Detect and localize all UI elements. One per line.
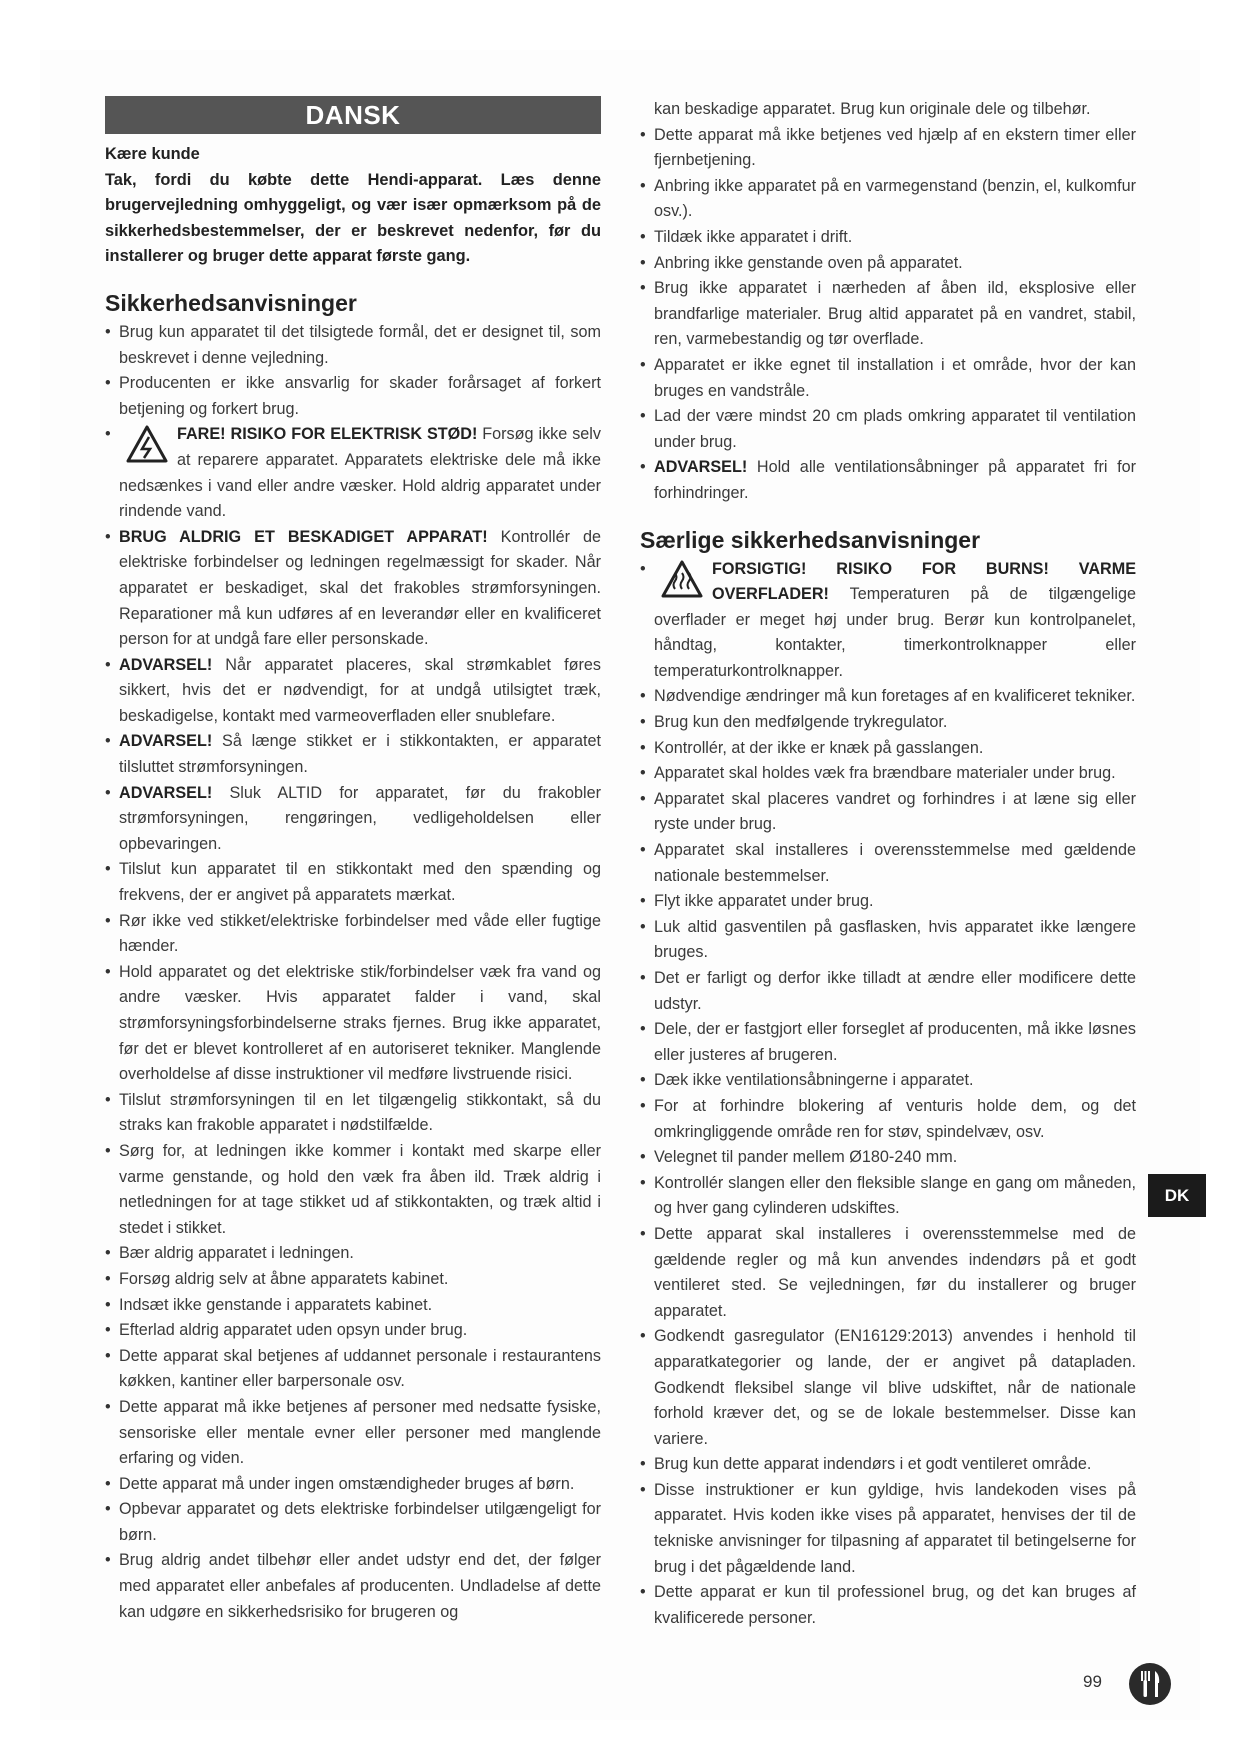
list-item: • Tildæk ikke apparatet i drift.	[640, 225, 1136, 251]
list-item: • Apparatet skal placeres vandret og forhindres i at læne sig eller ryste under brug.	[640, 787, 1136, 838]
list-item: • Brug ikke apparatet i nærheden af åben ild, eksplosive eller brandfarlige materialer. Brug altid apparatet på en vandret, stabil, ren, varmebestandig og tør overflade.	[640, 276, 1136, 353]
list-item: • Forsøg aldrig selv at åbne apparatets kabinet.	[105, 1267, 601, 1293]
list-item: • Disse instruktioner er kun gyldige, hvis landekoden vises på apparatet. Hvis koden ikke vises på apparatet, henvises der til de tekniske anvisninger for tilpasning af apparatet til betingelserne for brug i det pågældende land.	[640, 1478, 1136, 1580]
list-item: • Producenten er ikke ansvarlig for skader forårsaget af forkert betjening og forkert brug.	[105, 371, 601, 422]
caution-label: FORSIGTIG! RISIKO FOR BURNS! VARME OVERFLADER!	[712, 559, 1136, 604]
special-list	[640, 557, 1136, 1632]
list-item: • Efterlad aldrig apparatet uden opsyn under brug.	[105, 1318, 601, 1344]
safety-heading: Sikkerhedsanvisninger	[105, 289, 357, 316]
hot-surface-icon	[660, 559, 704, 599]
list-item: • ADVARSEL! Så længe stikket er i stikkontakten, er apparatet tilsluttet strømforsyningen.	[105, 729, 601, 780]
page-number: 99	[1083, 1672, 1102, 1691]
list-item: • Lad der være mindst 20 cm plads omkring apparatet til ventilation under brug.	[640, 404, 1136, 455]
list-item: • Dette apparat skal betjenes af uddannet personale i restaurantens køkken, kantiner eller barpersonale osv.	[105, 1344, 601, 1395]
list-item: • ADVARSEL! Sluk ALTID for apparatet, før du frakobler strømforsyningen, rengøringen, vedligeholdelsen eller opbevaringen.	[105, 781, 601, 858]
list-item: • Anbring ikke genstande oven på apparatet.	[640, 251, 1136, 277]
list-item: • Rør ikke ved stikket/elektriske forbindelser med våde eller fugtige hænder.	[105, 909, 601, 960]
special-heading: Særlige sikkerhedsanvisninger	[640, 526, 981, 553]
list-item: • Dette apparat må under ingen omstændigheder bruges af børn.	[105, 1472, 601, 1498]
list-item: • BRUG ALDRIG ET BESKADIGET APPARAT! Kontrollér de elektriske forbindelser og ledningen regelmæssigt for skader. Når apparatet er beskadiget, skal det frakobles strømforsyningen. Reparationer må kun udføres af en leverandør eller en kvalificeret person for at undgå fare eller personskade.	[105, 525, 601, 653]
electric-warning-icon	[125, 424, 169, 464]
list-item: • Flyt ikke apparatet under brug.	[640, 889, 1136, 915]
right-column	[640, 97, 1136, 1631]
list-item: • Brug aldrig andet tilbehør eller andet udstyr end det, der følger med apparatet eller anbefales af producenten. Undladelse af dette kan udgøre en sikkerhedsrisiko for brugeren og	[105, 1548, 601, 1625]
list-item: • Apparatet skal installeres i overensstemmelse med gældende nationale bestemmelser.	[640, 838, 1136, 889]
list-item: • Godkendt gasregulator (EN16129:2013) anvendes i henhold til apparatkategorier og lande, der er angivet på datapladen. Godkendt fleksibel slange vil blive udskiftet, når de nationale forhold kræver det, og se de lokale bestemmelser. Disse kan variere.	[640, 1324, 1136, 1452]
list-item: • Velegnet til pander mellem Ø180-240 mm.	[640, 1145, 1136, 1171]
list-item: • Dæk ikke ventilationsåbningerne i apparatet.	[640, 1068, 1136, 1094]
right-safety-list	[640, 123, 1136, 507]
list-item: • Dette apparat må ikke betjenes ved hjælp af en ekstern timer eller fjernbetjening.	[640, 123, 1136, 174]
list-item: • Apparatet skal holdes væk fra brændbare materialer under brug.	[640, 761, 1136, 787]
continuation-text: kan beskadige apparatet. Brug kun originale dele og tilbehør.	[654, 100, 1091, 118]
list-item: • Brug kun apparatet til det tilsigtede formål, det er designet til, som beskrevet i denne vejledning.	[105, 320, 601, 371]
language-tab: DK	[1148, 1174, 1206, 1217]
list-item: • Bær aldrig apparatet i ledningen.	[105, 1241, 601, 1267]
safety-list	[105, 320, 601, 1625]
list-item: • Hold apparatet og det elektriske stik/forbindelser væk fra vand og andre væsker. Hvis apparatet falder i vand, skal strømforsyningsforbindelserne straks fjernes. Brug ikke apparatet, før det er blevet kontrolleret af en autoriseret tekniker. Manglende overholdelse af disse instruktioner vil medføre livstruende risici.	[105, 960, 601, 1088]
list-item: • Tilslut strømforsyningen til en let tilgængelig stikkontakt, så du straks kan frakoble apparatet i nødstilfælde.	[105, 1088, 601, 1139]
list-item: • Kontrollér slangen eller den fleksible slange en gang om måneden, og hver gang cylinderen udskiftes.	[640, 1171, 1136, 1222]
list-item: • ADVARSEL! Hold alle ventilationsåbninger på apparatet fri for forhindringer.	[640, 455, 1136, 506]
list-item: • Brug kun dette apparat indendørs i et godt ventileret område.	[640, 1452, 1136, 1478]
list-item: • Dele, der er fastgjort eller forseglet af producenten, må ikke løsnes eller justeres af brugeren.	[640, 1017, 1136, 1068]
list-item: • Anbring ikke apparatet på en varmegenstand (benzin, el, kulkomfur osv.).	[640, 174, 1136, 225]
danger-label: FARE! RISIKO FOR ELEKTRISK STØD!	[177, 425, 478, 444]
language-header: DANSK	[105, 96, 601, 134]
list-item: • Luk altid gasventilen på gasflasken, hvis apparatet ikke længere bruges.	[640, 915, 1136, 966]
list-item: • Opbevar apparatet og dets elektriske forbindelser utilgængeligt for børn.	[105, 1497, 601, 1548]
list-item: • Nødvendige ændringer må kun foretages af en kvalificeret tekniker.	[640, 684, 1136, 710]
list-item: • Dette apparat er kun til professionel brug, og det kan bruges af kvalificerede personer.	[640, 1580, 1136, 1631]
intro-text: Tak, fordi du købte dette Hendi-apparat. Læs denne brugervejledning omhyggeligt, og vær især opmærksom på de sikkerhedsbestemmelser, der er beskrevet nedenfor, før du installerer og bruger dette apparat første gang.	[105, 170, 601, 266]
list-item: • ADVARSEL! Når apparatet placeres, skal strømkablet føres sikkert, hvis det er nødvendigt, for at undgå utilsigtet træk, beskadigelse, kontakt med varmeoverfladen eller snublefare.	[105, 653, 601, 730]
list-item: • Tilslut kun apparatet til en stikkontakt med den spænding og frekvens, der er angivet på apparatets mærkat.	[105, 857, 601, 908]
greeting: Kære kunde	[105, 145, 200, 163]
list-item: • Apparatet er ikke egnet til installation i et område, hvor der kan bruges en vandstråle.	[640, 353, 1136, 404]
list-item: • Dette apparat må ikke betjenes af personer med nedsatte fysiske, sensoriske eller mentale evner eller personer med manglende erfaring og viden.	[105, 1395, 601, 1472]
list-item: • Kontrollér, at der ikke er knæk på gasslangen.	[640, 736, 1136, 762]
list-item: • Det er farligt og derfor ikke tilladt at ændre eller modificere dette udstyr.	[640, 966, 1136, 1017]
list-item: • Dette apparat skal installeres i overensstemmelse med de gældende regler og må kun anvendes indendørs på et godt ventileret sted. Se vejledningen, før du installerer og bruger apparatet.	[640, 1222, 1136, 1324]
left-column	[105, 96, 601, 1625]
list-item: • Indsæt ikke genstande i apparatets kabinet.	[105, 1293, 601, 1319]
list-item: • Brug kun den medfølgende trykregulator.	[640, 710, 1136, 736]
cutlery-logo-icon	[1128, 1662, 1172, 1706]
list-item: • Sørg for, at ledningen ikke kommer i kontakt med skarpe eller varme genstande, og hold den væk fra åben ild. Træk aldrig i netledningen for at tage stikket ud af stikkontakten, og træk altid i stedet i stikket.	[105, 1139, 601, 1241]
list-item: • FORSIGTIG! RISIKO FOR BURNS! VARME OVERFLADER! Temperaturen på de tilgængelige overflader er meget høj under brug. Berør kun kontrolpanelet, håndtag, kontakter, timerkontrolknapper eller temperaturkontrolknapper.	[640, 557, 1136, 685]
list-item: • FARE! RISIKO FOR ELEKTRISK STØD! Forsøg ikke selv at reparere apparatet. Apparatets elektriske dele må ikke nedsænkes i vand eller andre væsker. Hold aldrig apparatet under rindende vand.	[105, 422, 601, 524]
list-item: • For at forhindre blokering af venturis holde dem, og det omkringliggende område ren for støv, spindelvæv, osv.	[640, 1094, 1136, 1145]
